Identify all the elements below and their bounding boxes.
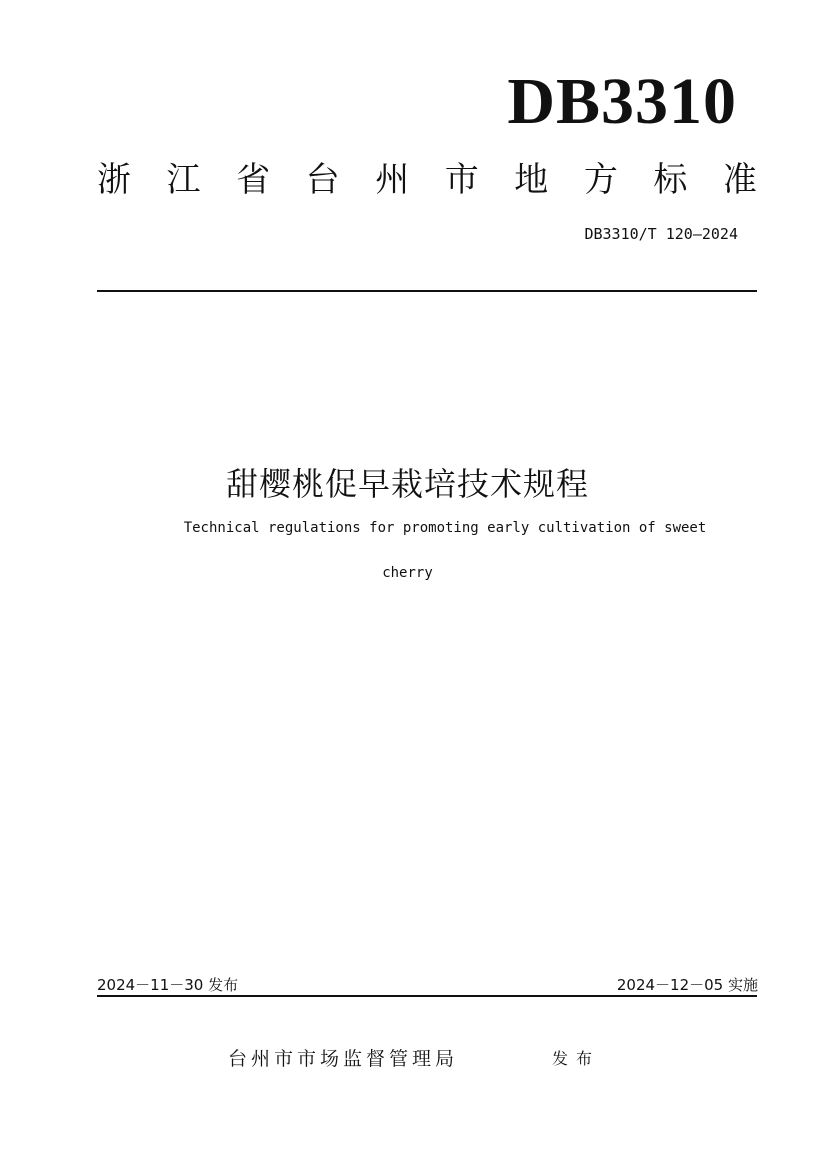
document-title-en-line2: cherry (382, 565, 433, 581)
publish-label: 发布 (552, 1049, 601, 1068)
standard-type-char: 省 (236, 160, 271, 200)
standard-type-char: 标 (653, 160, 688, 200)
standard-type-char: 准 (722, 160, 757, 200)
publisher-name: 台州市市场监督管理局 (228, 1048, 459, 1070)
standard-type-char: 台 (305, 160, 340, 200)
standard-type-char: 浙 (97, 160, 131, 200)
top-divider (97, 290, 757, 292)
standard-type-char: 州 (375, 160, 410, 200)
standard-number: DB3310/T 120—2024 (584, 225, 738, 243)
document-title-zh: 甜樱桃促早栽培技术规程 (225, 465, 589, 503)
standard-type-char: 江 (166, 160, 201, 200)
standard-code: DB3310 (507, 65, 737, 138)
standard-type-heading (97, 156, 757, 204)
standard-type-char: 市 (444, 160, 479, 200)
standard-type-char: 方 (583, 160, 618, 200)
bottom-divider (97, 995, 757, 997)
issue-date: 2024－11－30 发布 (97, 976, 239, 994)
standard-type-char: 地 (514, 160, 549, 200)
implementation-date: 2024－12－05 实施 (616, 976, 758, 994)
document-title-en-line1: Technical regulations for promoting early cultivation of sweet (183, 520, 707, 536)
